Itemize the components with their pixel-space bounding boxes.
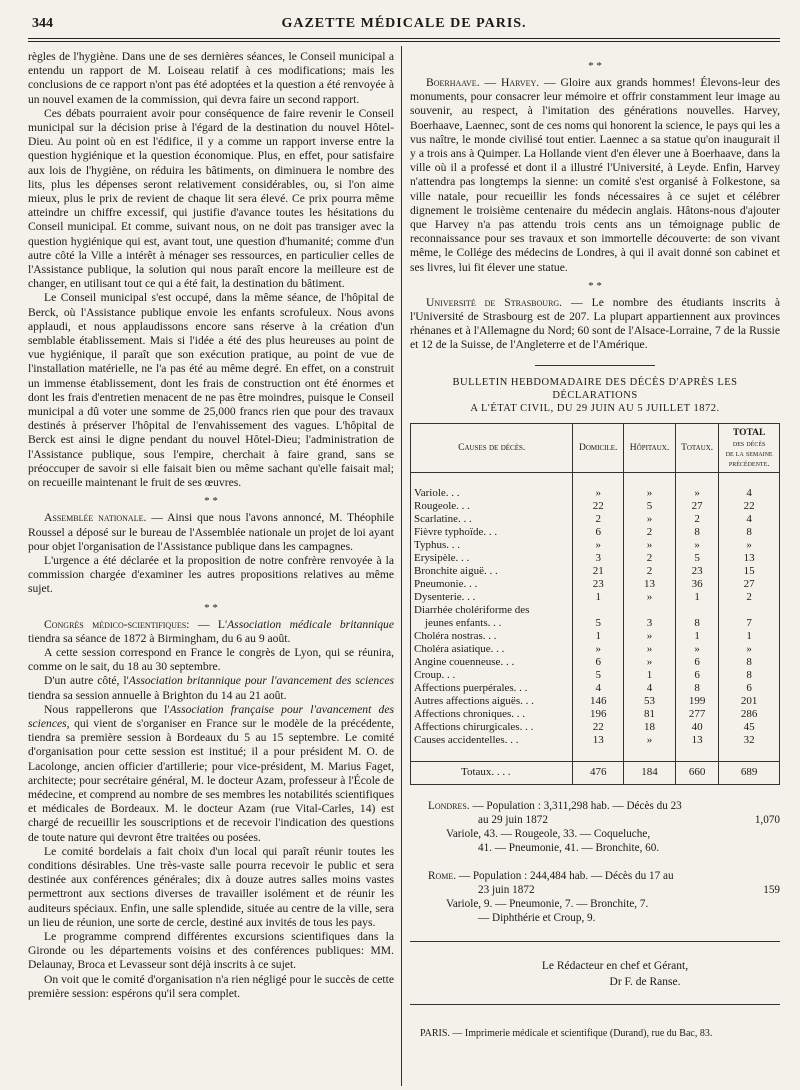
table-row — [411, 591, 780, 604]
cell-totaux: 36 — [675, 578, 718, 591]
cell-previous: 45 — [719, 721, 780, 734]
cell-domicile: 1 — [573, 630, 624, 643]
rome-deaths-count: 159 — [763, 883, 780, 896]
cell-totaux: » — [675, 539, 718, 552]
table-spacer — [411, 747, 780, 762]
section-stars: * * — [588, 60, 602, 72]
total-totaux: 660 — [675, 761, 718, 784]
london-line2 — [410, 813, 780, 827]
cell-hopitaux: » — [624, 513, 676, 526]
cell-hopitaux: » — [624, 630, 676, 643]
left-column — [28, 50, 394, 1001]
heading-strasbourg: Université de Strasbourg. — [426, 295, 563, 309]
paragraph-autre-cote — [28, 674, 394, 702]
table-row — [411, 656, 780, 669]
cell-cause: Dysenterie. . . — [411, 591, 573, 604]
cell-previous: 4 — [719, 513, 780, 526]
cell-totaux: 277 — [675, 708, 718, 721]
london-text4: 41. — Pneumonie, 41. — Bronchite, 60. — [478, 841, 660, 854]
cell-totaux: 8 — [675, 682, 718, 695]
text-congres-b: tiendra sa séance de 1872 à Birmingham, du 6 au 9 août. — [28, 631, 291, 645]
heading-assemblee: Assemblée nationale. — [44, 511, 147, 525]
rome-text3: Variole, 9. — Pneumonie, 7. — Bronchite, 7. — [446, 897, 649, 910]
text-autre-italic: Association britannique pour l'avancement des sciences — [128, 674, 394, 688]
paragraph-congres — [28, 618, 394, 646]
text-rapp-b: qui vient de s'organiser en France sur le modèle de la précédente, tiendra sa première session à Bordeaux du 5 au 15 septembre. Le comité d'organisation pour cette session est institué; il a pour président M. O. de Lacolonge, ancien officier d'artillerie; pour vice-président, M. Marius Faget, architecte; pour secrétaire général, M. le docteur Azam, professeur à l'École de médecine, et comprend au nombre de ses membres les notabilités scientifiques et médicales de Bordeaux. M. le docteur Azam (rue Vital-Carles, 14) est chargé de recueillir les souscriptions et de recevoir l'indication des questions de toute nature qui devront être traitées ou posées. — [28, 716, 394, 844]
table-row — [411, 682, 780, 695]
right-column — [410, 50, 780, 1041]
col-header-previous-3: de la semaine — [725, 447, 773, 458]
cell-totaux: 13 — [675, 734, 718, 747]
total-previous: 689 — [719, 761, 780, 784]
cell-hopitaux: » — [624, 656, 676, 669]
cell-cause: Variole. . . — [411, 487, 573, 500]
cell-domicile: 146 — [573, 695, 624, 708]
cell-domicile: 1 — [573, 591, 624, 604]
cell-cause: Choléra nostras. . . — [411, 630, 573, 643]
cell-totaux: 199 — [675, 695, 718, 708]
paragraph-hygiene: règles de l'hygiène. Dans une de ses dernières séances, le Conseil municipal a entendu un rapport de M. Loiseau relatif à ces modifications; mais les conclusions de ce rapport n'ont pas été adoptées et la question a été renvoyée à un nouvel examen de la commission, qui devra faire un second rapport. — [28, 50, 394, 106]
header-rule-thin — [28, 41, 780, 42]
cell-hopitaux: 3 — [624, 617, 676, 630]
paragraph-conclusion: On voit que le comité d'organisation n'a rien négligé pour le succès de cette première session: espérons qu'il sera complet. — [28, 972, 394, 1000]
text-rapp-italic: Association française pour l'avancement des sciences, — [28, 702, 394, 730]
london-line1 — [410, 799, 780, 813]
total-label: Totaux. . . . — [411, 761, 573, 784]
table-row — [411, 526, 780, 539]
col-header-previous-4: précédente. — [728, 457, 770, 468]
bulletin-title-line2: A L'ÉTAT CIVIL, DU 29 JUIN AU 5 JUILLET 1872. — [470, 402, 720, 414]
heading-harvey: Harvey. — [500, 76, 540, 89]
cell-previous: 201 — [719, 695, 780, 708]
cell-hopitaux: 13 — [624, 578, 676, 591]
table-row — [411, 630, 780, 643]
col-header-previous — [719, 423, 780, 472]
paragraph-boerhaave: Boerhaave. — Harvey. — Gloire aux grands hommes! Élevons-leur des monuments, pour consacrer leur mémoire et offrir constamment leur image au souvenir, au respect, à l'imitation des générations nouvelles. Harvey, Boerhaave, Laennec, sont de ces noms qui honorent la science, le pays qui les a vus naître, le monde civilisé tout entier. Laennec a sa statue qu'on inaugurait il y a trois ans à Quimper. La Hollande vient d'en élever une à Boerhaave, dans la ville où il a professé et dont il a illustré l'Université, à Leyde. Enfin, Harvey n'attendra pas longtemps la sienne: un comité s'est organisé à Folkestone, sa ville natale, pour recueillir les fonds nécessaires à ce sujet et célébrer dignement le troisième centenaire du médecin anglais. Hâtons-nous d'ajouter que Harvey n'a pas attendu trois cents ans un témoignage public de reconnaissance pour ses travaux et son immortelle découverte: de son vivant même, le Collége des médecins de Londres, à qui il avait donné son cabinet et ses livres, lui fit élever une statue. — [410, 76, 780, 274]
cell-cause: Scarlatine. . . — [411, 513, 573, 526]
cell-totaux: 27 — [675, 500, 718, 513]
section-divider — [410, 1004, 780, 1005]
text-congres-italic: Association médicale britannique — [227, 617, 394, 631]
col-header-totaux: Totaux. — [675, 423, 718, 472]
paragraph-assemblee — [28, 511, 394, 554]
cell-cause: Autres affections aiguës. . . — [411, 695, 573, 708]
cell-previous: 4 — [719, 487, 780, 500]
cell-domicile: 6 — [573, 526, 624, 539]
cell-cause: jeunes enfants. . . — [411, 617, 573, 630]
cell-cause: Croup. . . — [411, 669, 573, 682]
cell-hopitaux: 1 — [624, 669, 676, 682]
paragraph-hotel-dieu: Ces débats pourraient avoir pour conséquence de faire revenir le Conseil municipal sur la décision prise à l'égard de la destination du nouvel Hôtel-Dieu. Au point où en est l'édifice, il y a comme un rapport inverse entre la question hygiénique et la question économique. Plus, en effet, pour satisfaire aux lois de l'hygiène, on réduira les bâtiments, on diminuera le nombre des lits, plus les dépenses seront relativement considérables, ou, si l'on aime mieux, plus le prix de revient de chaque lit sera élevé. Ce prix pourra même atteindre un chiffre excessif, qui justifie d'avance toutes les hésitations du Conseil municipal. Et comme, suivant nous, on ne doit pas transiger avec la question hygiénique qui est, avant tout, une question d'humanité; comme d'un autre côté la Ville a intérêt à ménager ses ressources, en particulier celles de l'Assistance publique, la solution qui nous paraît encore la meilleure est de changer, en utilisant tout ce qui a été fait, la destination du bâtiment. — [28, 106, 394, 291]
cell-domicile: 23 — [573, 578, 624, 591]
cell-totaux — [675, 604, 718, 617]
col-header-hopitaux: Hôpitaux. — [624, 423, 676, 472]
journal-title: GAZETTE MÉDICALE DE PARIS. — [281, 16, 527, 31]
paragraph-strasbourg — [410, 296, 780, 353]
rome-text4: — Diphthérie et Croup, 9. — [478, 911, 596, 924]
cell-previous: 7 — [719, 617, 780, 630]
table-row — [411, 734, 780, 747]
total-label-text: Totaux — [461, 765, 492, 778]
table-row — [411, 669, 780, 682]
total-domicile: 476 — [573, 761, 624, 784]
cell-previous: 22 — [719, 500, 780, 513]
cell-totaux: 2 — [675, 513, 718, 526]
deaths-table — [410, 423, 780, 785]
cell-previous: » — [719, 643, 780, 656]
bulletin-title — [410, 376, 780, 415]
table-row — [411, 513, 780, 526]
cell-hopitaux: 18 — [624, 721, 676, 734]
table-row — [411, 721, 780, 734]
cell-previous — [719, 604, 780, 617]
cell-hopitaux: » — [624, 734, 676, 747]
cell-previous: 8 — [719, 669, 780, 682]
cell-cause: Affections chirurgicales. . . — [411, 721, 573, 734]
london-stats — [410, 799, 780, 855]
cell-totaux: 1 — [675, 630, 718, 643]
table-row — [411, 643, 780, 656]
paragraph-urgence: L'urgence a été déclarée et la proposition de notre confrère renvoyée à la commission chargée d'examiner les autres propositions relatives au même sujet. — [28, 553, 394, 596]
text-boerhaave: — Gloire aux grands hommes! Élevons-leur des monuments, pour consacrer leur mémoire et offrir constamment leur image au souvenir, au respect, à l'imitation des générations nouvelles. Harvey, Boerhaave, Laennec, sont de ces noms qui honorent la science, le pays qui les a vus naître, le monde civilisé tout entier. Laennec a sa statue qu'on inaugurait il y a trois ans à Quimper. La Hollande vient d'en élever une à Boerhaave, dans la ville où il a professé et dont il a illustré l'Université, à Leyde. Enfin, Harvey n'attendra pas longtemps la sienne: un comité s'est organisé à Folkestone, sa ville natale, pour recueillir les fonds nécessaires à ce sujet et célébrer dignement le troisième centenaire du médecin anglais. Hâtons-nous d'ajouter que Harvey n'a pas attendu trois cents ans un témoignage public de reconnaissance pour ses travaux et son immortelle découverte: de son vivant même, le Collége des médecins de Londres, à qui il avait donné son cabinet et ses livres, lui fit élever une statue. — [410, 76, 780, 274]
col-header-cause: Causes de décès. — [411, 423, 573, 472]
london-heading: Londres. — [428, 799, 470, 812]
section-stars: * * — [588, 279, 602, 292]
page-header — [28, 10, 780, 36]
cell-hopitaux: 53 — [624, 695, 676, 708]
cell-totaux: 23 — [675, 565, 718, 578]
cell-cause: Causes accidentelles. . . — [411, 734, 573, 747]
cell-hopitaux: 2 — [624, 552, 676, 565]
cell-previous: 286 — [719, 708, 780, 721]
cell-hopitaux: » — [624, 539, 676, 552]
table-row — [411, 695, 780, 708]
signature-block — [410, 958, 780, 990]
rome-text2: 23 juin 1872 — [478, 883, 535, 896]
text-strasbourg: — Le nombre des étudiants inscrits à l'Université de Strasbourg est de 207. La plupart appartiennent aux provinces rhénanes et à l'Allemagne du Nord; 60 sont de l'Alsace-Lorraine, 7 de la Russie et 12 de la Suisse, de l'Angleterre et de l'Amérique. — [410, 295, 780, 352]
col-header-previous-2: des décès — [732, 437, 766, 448]
cell-totaux: 8 — [675, 617, 718, 630]
rome-text1: — Population : 244,484 hab. — Décès du 17 au — [456, 869, 674, 882]
cell-totaux: 5 — [675, 552, 718, 565]
paragraph-rappellerons — [28, 703, 394, 845]
text-autre-a: D'un autre côté, l' — [44, 674, 129, 688]
text-congres-a: — L' — [189, 617, 228, 631]
cell-hopitaux: 2 — [624, 565, 676, 578]
cell-totaux: 8 — [675, 526, 718, 539]
cell-totaux: » — [675, 643, 718, 656]
text-rapp-a: Nous rappellerons que l' — [44, 702, 170, 716]
col-header-previous-1: TOTAL — [732, 427, 766, 438]
cell-hopitaux: » — [624, 487, 676, 500]
table-spacer — [411, 472, 780, 487]
cell-domicile: » — [573, 487, 624, 500]
text-autre-b: tiendra sa session annuelle à Brighton du 14 au 21 août. — [28, 688, 287, 702]
cell-previous: 1 — [719, 630, 780, 643]
cell-previous: 13 — [719, 552, 780, 565]
paragraph-programme: Le programme comprend différentes excursions scientifiques dans la Gironde ou les départements voisins et des conférences publiques: MM. Delaunay, Broca et Levasseur sont déjà inscrits à ce sujet. — [28, 929, 394, 972]
cell-cause: Pneumonie. . . — [411, 578, 573, 591]
table-row — [411, 708, 780, 721]
cell-cause: Diarrhée cholériforme des — [411, 604, 573, 617]
cell-totaux: 1 — [675, 591, 718, 604]
cell-domicile: » — [573, 539, 624, 552]
section-stars: * * — [204, 495, 218, 508]
table-row — [411, 578, 780, 591]
cell-previous: 8 — [719, 526, 780, 539]
cell-cause: Bronchite aiguë. . . — [411, 565, 573, 578]
cell-previous: 27 — [719, 578, 780, 591]
cell-hopitaux: 5 — [624, 500, 676, 513]
rome-heading: Rome. — [428, 869, 457, 882]
cell-cause: Choléra asiatique. . . — [411, 643, 573, 656]
cell-previous: 2 — [719, 591, 780, 604]
cell-domicile: 2 — [573, 513, 624, 526]
table-total-row — [411, 761, 780, 784]
cell-domicile: 196 — [573, 708, 624, 721]
cell-domicile: 22 — [573, 500, 624, 513]
cell-domicile — [573, 604, 624, 617]
column-separator — [401, 46, 402, 1086]
paragraph-local: Le comité bordelais a fait choix d'un local qui paraît réunir toutes les conditions désirables. Une très-vaste salle pourra recevoir le public et sera destinée aux conférences générales; dix à douze autres salles moins vastes permettront aux sections diverses de travailler isolément et de réunir les auditeurs spéciaux. Enfin, une salle splendide, située au centre de la ville, sera un lieu de réunion, une sorte de cercle, destiné aux invités de tous les pays. — [28, 844, 394, 929]
text-assemblee: — Ainsi que nous l'avons annoncé, M. Théophile Roussel a déposé sur le bureau de l'Assemblée nationale un projet de loi ayant pour objet l'organisation de l'Assistance publique dans les campagnes. — [28, 511, 394, 553]
cell-previous: 32 — [719, 734, 780, 747]
deaths-table-body — [411, 472, 780, 747]
london-deaths-count: 1,070 — [754, 813, 780, 826]
cell-domicile: 22 — [573, 721, 624, 734]
london-text2: au 29 juin 1872 — [478, 813, 548, 826]
cell-domicile: 21 — [573, 565, 624, 578]
cell-hopitaux: » — [624, 643, 676, 656]
header-rule — [28, 38, 780, 39]
cell-hopitaux: 81 — [624, 708, 676, 721]
table-row — [411, 565, 780, 578]
table-row — [411, 539, 780, 552]
cell-cause: Affections puerpérales. . . — [411, 682, 573, 695]
cell-domicile: 6 — [573, 656, 624, 669]
cell-cause: Typhus. . . — [411, 539, 573, 552]
cell-previous: 6 — [719, 682, 780, 695]
cell-domicile: 5 — [573, 669, 624, 682]
section-divider — [535, 365, 655, 366]
table-row — [411, 487, 780, 500]
signature-title: Le Rédacteur en chef et Gérant, — [541, 959, 689, 972]
london-text3: Variole, 43. — Rougeole, 33. — Coqueluche, — [446, 827, 651, 840]
cell-totaux: 6 — [675, 669, 718, 682]
cell-domicile: 13 — [573, 734, 624, 747]
table-row — [411, 552, 780, 565]
cell-cause: Angine couenneuse. . . — [411, 656, 573, 669]
cell-cause: Fièvre typhoïde. . . — [411, 526, 573, 539]
cell-hopitaux: 4 — [624, 682, 676, 695]
cell-totaux: » — [675, 487, 718, 500]
cell-cause: Erysipèle. . . — [411, 552, 573, 565]
page-number: 344 — [32, 16, 53, 31]
rome-stats — [410, 869, 780, 925]
table-row — [411, 500, 780, 513]
rome-line2 — [410, 883, 780, 897]
cell-cause: Affections chroniques. . . — [411, 708, 573, 721]
cell-domicile: » — [573, 643, 624, 656]
heading-boerhaave: Boerhaave. — [426, 76, 480, 89]
cell-domicile: 5 — [573, 617, 624, 630]
cell-totaux: 40 — [675, 721, 718, 734]
signature-name: Dr F. de Ranse. — [609, 975, 681, 988]
paragraph-session: A cette session correspond en France le congrès de Lyon, qui se réunira, comme on le sait, du 18 au 30 septembre. — [28, 645, 394, 674]
section-divider — [410, 941, 780, 942]
printer-imprint: PARIS. — Imprimerie médicale et scientifique (Durand), rue du Bac, 83. — [420, 1027, 713, 1039]
paragraph-berck: Le Conseil municipal s'est occupé, dans la même séance, de l'hôpital de Berck, où l'Assistance publique envoie les enfants scrofuleux. Nous avons applaudi, et nous applaudissons encore sans réserve à la création d'un semblable établissement. Mais si l'idée a été des plus heureuses au point de vue hygiénique, il paraît que son exécution pratique, au point de vue de l'installation matérielle, ne l'a pas été au même degré. En effet, on a construit un immense établissement, dont les frais de construction ont été énormes et dont les frais d'entretien menacent de ne pas être moindres, puisque le Conseil municipal a dû voter une somme de 25,000 francs rien que pour des travaux destinés à préserver l'hôpital de l'envahissement des vagues. L'hôpital de Berck est ainsi le digne pendant du nouvel Hôtel-Dieu; l'administration de l'Assistance publique, sous l'empire, cherchait à faire grand, sans se préoccuper de savoir si elle faisait bien ou même sachant qu'elle faisait mal; on recueille maintenant le fruit de ses œuvres. — [28, 291, 394, 490]
cell-domicile: 3 — [573, 552, 624, 565]
table-row — [411, 617, 780, 630]
section-stars: * * — [204, 601, 218, 614]
cell-cause: Rougeole. . . — [411, 500, 573, 513]
table-row — [411, 604, 780, 617]
cell-hopitaux: » — [624, 591, 676, 604]
cell-hopitaux: 2 — [624, 526, 676, 539]
cell-domicile: 4 — [573, 682, 624, 695]
cell-hopitaux — [624, 604, 676, 617]
cell-previous: » — [719, 539, 780, 552]
col-header-domicile: Domicile. — [573, 423, 624, 472]
cell-previous: 8 — [719, 656, 780, 669]
london-text1: — Population : 3,311,298 hab. — Décès du 23 — [469, 799, 682, 812]
total-hopitaux: 184 — [624, 761, 676, 784]
heading-congres: Congrès médico-scientifiques: — [44, 617, 190, 631]
bulletin-title-line1: BULLETIN HEBDOMADAIRE DES DÉCÈS D'APRÈS LES DÉCLARATIONS — [452, 376, 738, 401]
cell-previous: 15 — [719, 565, 780, 578]
cell-totaux: 6 — [675, 656, 718, 669]
rome-line1 — [410, 869, 780, 883]
